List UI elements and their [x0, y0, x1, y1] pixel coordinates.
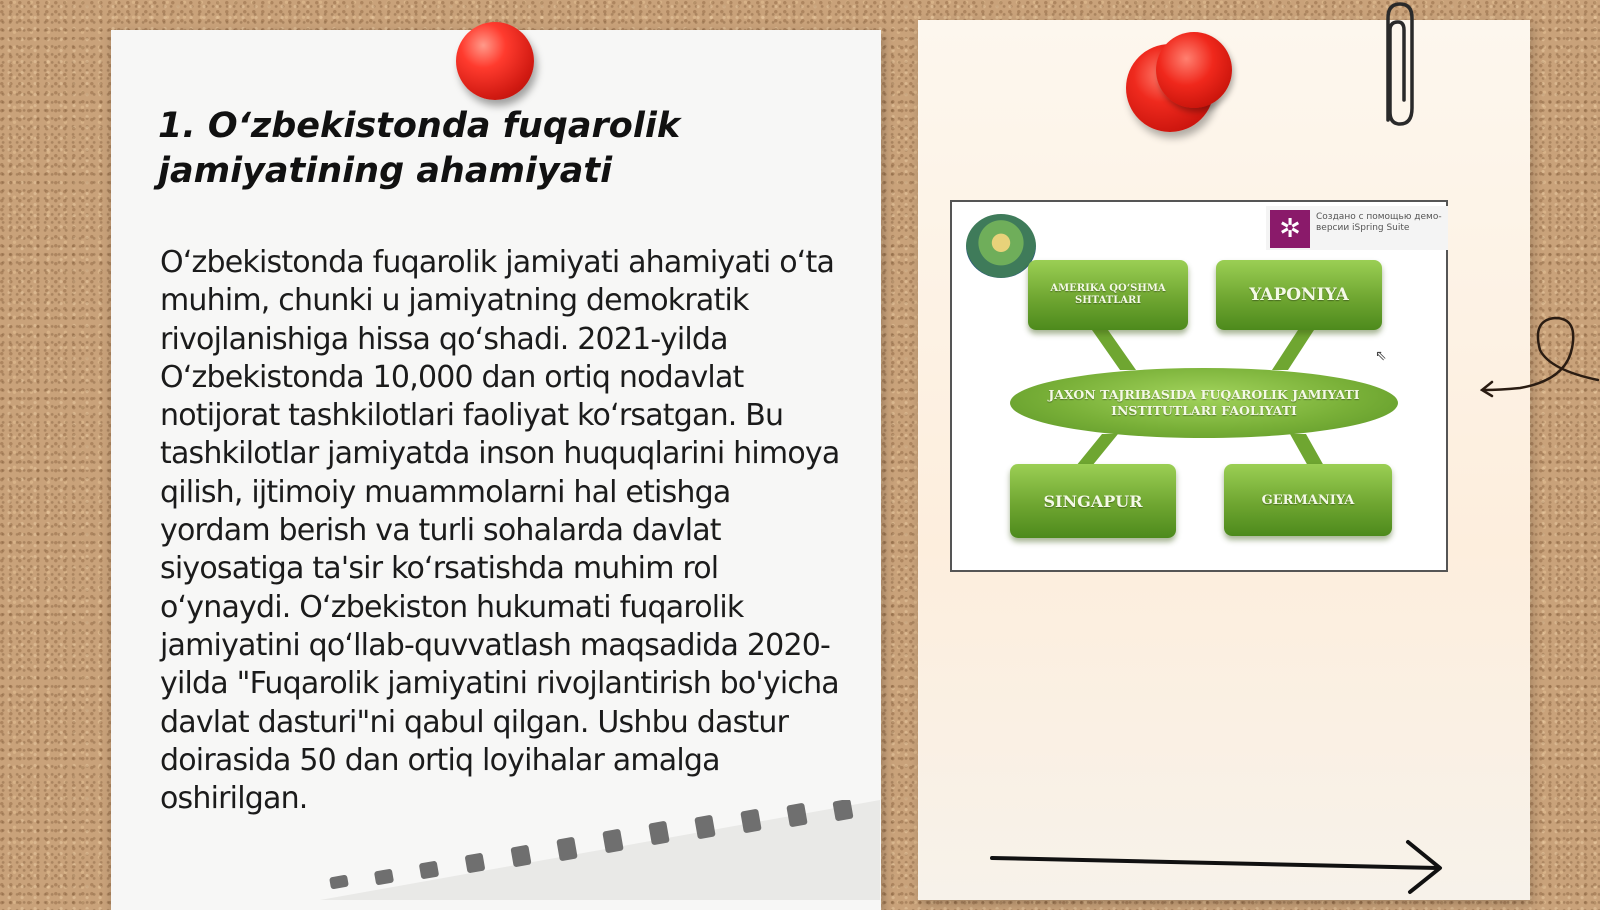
red-pushpin-icon [1156, 32, 1232, 108]
watermark-text: Создано с помощью демо-версии iSpring Suite [1316, 212, 1442, 233]
paperclip-icon [1376, 0, 1422, 130]
diagram-box-usa: AMERIKA QO‘SHMA SHTATLARI [1028, 260, 1188, 330]
mouse-cursor-icon: ⇖ [1375, 348, 1387, 364]
embedded-diagram-slide [950, 200, 1448, 572]
watermark-badge [1266, 206, 1448, 250]
diagram-box-singapore: SINGAPUR [1010, 464, 1176, 538]
diagram-box-japan: YAPONIYA [1216, 260, 1382, 330]
ispring-logo-icon: ✲ [1270, 210, 1310, 248]
arrow-right-icon [990, 836, 1450, 896]
diagram-box-germany: GERMANIYA [1224, 464, 1392, 536]
state-emblem-icon [966, 214, 1036, 278]
red-pushpin-icon [456, 22, 534, 100]
diagram-center-ellipse: JAXON TAJRIBASIDA FUQAROLIK JAMIYATI INSTITUTLARI FAOLIYATI [1010, 368, 1398, 438]
section-title: 1. O‘zbekistonda fuqarolik jamiyatining ahamiyati [158, 106, 681, 191]
section-body-text: O‘zbekistonda fuqarolik jamiyati ahamiyati o‘ta muhim, chunki u jamiyatning demokratik rivojlanishiga hissa qo‘shadi. 2021-yilda O‘zbekistonda 10,000 dan ortiq nodavlat notijorat tashkilotlari faoliyat ko‘rsatgan. Bu tashkilotlar jamiyatda inson huquqlarini himoya qilish, ijtimoiy muammolarni hal etishga yordam berish va turli sohalarda davlat siyosatiga ta'sir ko‘rsatishda muhim rol o‘ynaydi. O‘zbekiston hukumati fuqarolik jamiyatini qo‘llab-quvvatlash maqsadida 2020-yilda "Fuqarolik jamiyatini rivojlantirish bo'yicha davlat dasturi"ni qabul qilgan. Ushbu dastur doirasida 50 dan ortiq loyihalar amalga oshirilgan. [160, 245, 840, 817]
curly-arrow-doodle-icon [1480, 310, 1600, 410]
